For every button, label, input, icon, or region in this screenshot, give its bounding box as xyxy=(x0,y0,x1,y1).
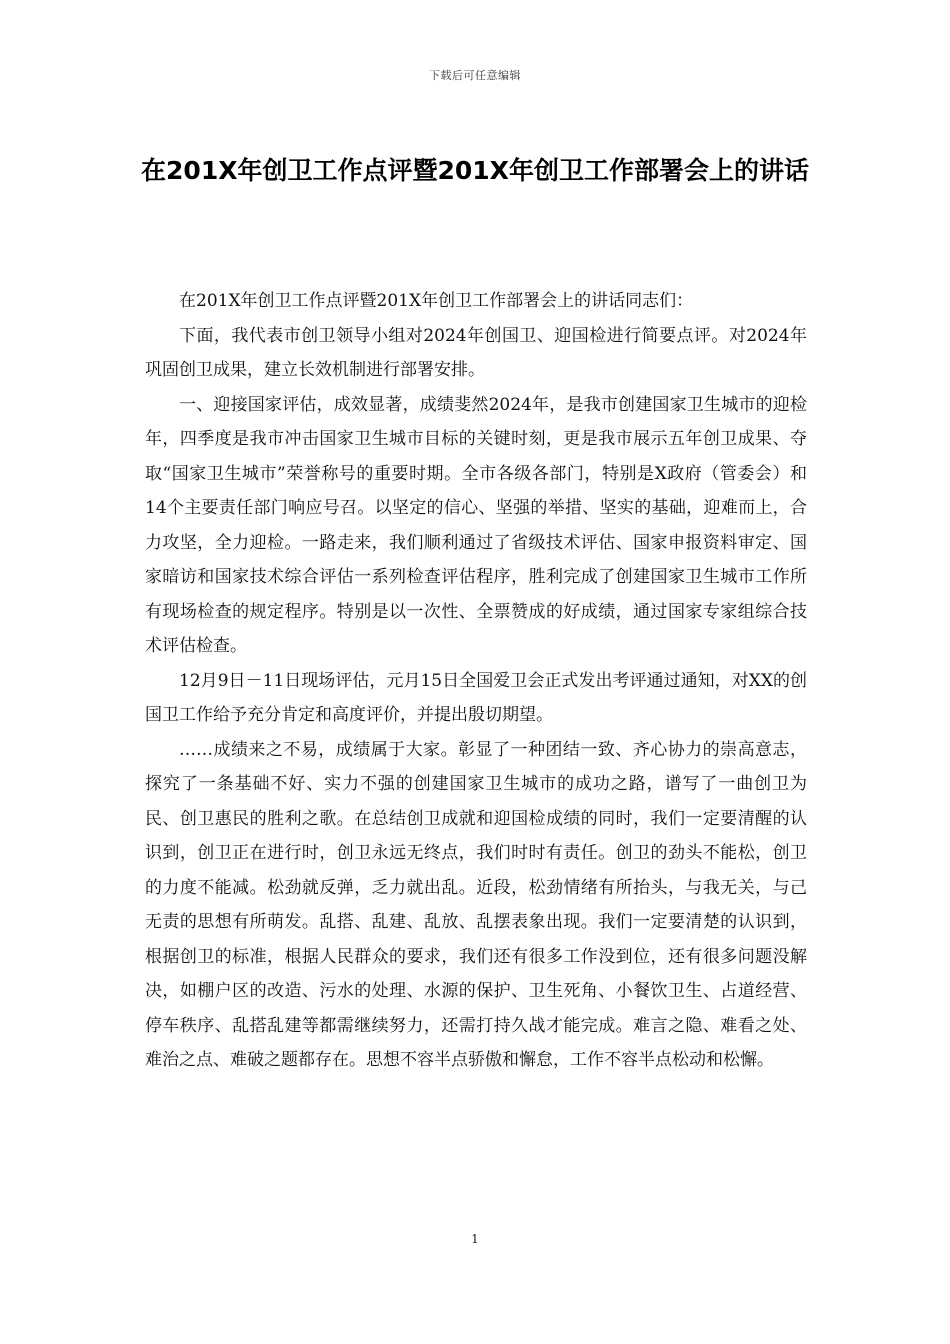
paragraph-intro: 下面，我代表市创卫领导小组对2024年创国卫、迎国检进行简要点评。对2024年巩固创卫成果，建立长效机制进行部署安排。 xyxy=(145,325,807,380)
paragraph-achievements: ……成绩来之不易，成绩属于大家。彰显了一种团结一致、齐心协力的崇高意志，探究了一条基础不好、实力不强的创建国家卫生城市的成功之路，谱写了一曲创卫为民、创卫惠民的胜利之歌。在总结创卫成就和迎国检成绩的同时，我们一定要清醒的认识到，创卫正在进行时，创卫永远无终点，我们时时有责任。创卫的劲头不能松，创卫的力度不能减。松劲就反弹，乏力就出乱。近段，松劲情绪有所抬头，与我无关，与己无责的思想有所萌发。乱搭、乱建、乱放、乱摆表象出现。我们一定要清楚的认识到，根据创卫的标准，根据人民群众的要求，我们还有很多工作没到位，还有很多问题没解决，如棚户区的改造、污水的处理、水源的保护、卫生死角、小餐饮卫生、占道经营、停车秩序、乱搭乱建等都需继续努力，还需打持久战才能完成。难言之隐、难看之处、难治之点、难破之题都存在。思想不容半点骄傲和懈怠，工作不容半点松动和松懈。 xyxy=(145,739,807,1070)
header-note: 下载后可任意编辑 xyxy=(429,69,521,82)
paragraph-evaluation-dates: 12月9日－11日现场评估，元月15日全国爱卫会正式发出考评通过通知，对XX的创国卫工作给予充分肯定和高度评价，并提出殷切期望。 xyxy=(145,670,807,725)
page-number: 1 xyxy=(471,1232,479,1246)
document-title: 在201X年创卫工作点评暨201X年创卫工作部署会上的讲话 xyxy=(141,156,809,185)
paragraph-section-one: 一、迎接国家评估，成效显著，成绩斐然2024年，是我市创建国家卫生城市的迎检年，四季度是我市冲击国家卫生城市目标的关键时刻，更是我市展示五年创卫成果、夺取“国家卫生城市”荣誉称号的重要时期。全市各级各部门，特别是X政府（管委会）和14个主要责任部门响应号召。以坚定的信心、坚强的举措、坚实的基础，迎难而上，合力攻坚，全力迎检。一路走来，我们顺利通过了省级技术评估、国家申报资料审定、国家暗访和国家技术综合评估一系列检查评估程序，胜利完成了创建国家卫生城市工作所有现场检查的规定程序。特别是以一次性、全票赞成的好成绩，通过国家专家组综合技术评估检查。 xyxy=(145,394,807,656)
document-body xyxy=(145,284,807,1078)
paragraph-greeting: 在201X年创卫工作点评暨201X年创卫工作部署会上的讲话同志们： xyxy=(179,291,694,311)
